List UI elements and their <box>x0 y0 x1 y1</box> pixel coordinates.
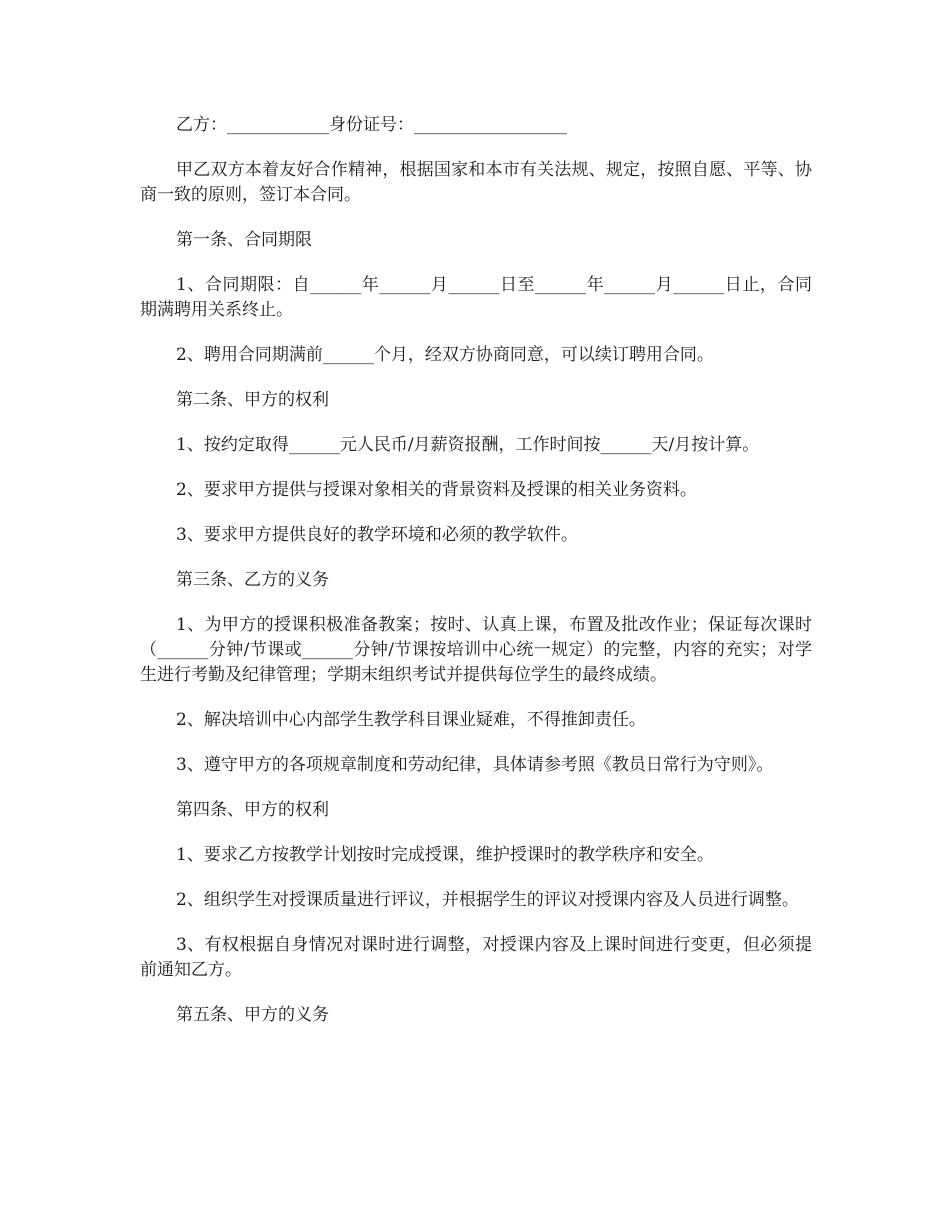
section-heading-5: 第五条、甲方的义务 <box>176 1005 329 1025</box>
clause-4-2: 2、组织学生对授课质量进行评议，并根据学生的评议对授课内容及人员进行调整。 <box>176 890 799 910</box>
clause-2-3: 3、要求甲方提供良好的教学环境和必须的教学软件。 <box>176 525 578 545</box>
preamble-paragraph: 甲乙双方本着友好合作精神，根据国家和本市有关法规、规定，按照自愿、平等、协商一致的原则，签订本合同。 <box>140 160 812 205</box>
party-b-line: 乙方：____________身份证号：__________________ <box>176 115 567 135</box>
section-heading-4: 第四条、甲方的权利 <box>176 800 329 820</box>
clause-1-1: 1、合同期限：自______年______月______日至______年______月______日止，合同期满聘用关系终止。 <box>140 275 812 320</box>
document-page <box>140 113 812 1048</box>
clause-2-1: 1、按约定取得______元人民币/月薪资报酬，工作时间按______天/月按计算。 <box>176 435 760 455</box>
clause-1-2: 2、聘用合同期满前______个月，经双方协商同意，可以续订聘用合同。 <box>176 345 714 365</box>
section-heading-2: 第二条、甲方的权利 <box>176 390 329 410</box>
clause-2-2: 2、要求甲方提供与授课对象相关的背景资料及授课的相关业务资料。 <box>176 480 697 500</box>
section-heading-3: 第三条、乙方的义务 <box>176 570 329 590</box>
clause-3-1: 1、为甲方的授课积极准备教案；按时、认真上课，布置及批改作业；保证每次课时（______分钟/节课或______分钟/节课按培训中心统一规定）的完整，内容的充实；对学生进行考勤及纪律管理；学期末组织考试并提供每位学生的最终成绩。 <box>140 615 812 685</box>
clause-3-3: 3、遵守甲方的各项规章制度和劳动纪律，具体请参考照《教员日常行为守则》。 <box>176 755 774 775</box>
clause-4-3: 3、有权根据自身情况对课时进行调整，对授课内容及上课时间进行变更，但必须提前通知乙方。 <box>140 935 812 980</box>
section-heading-1: 第一条、合同期限 <box>176 230 312 250</box>
clause-4-1: 1、要求乙方按教学计划按时完成授课，维护授课时的教学秩序和安全。 <box>176 845 714 865</box>
clause-3-2: 2、解决培训中心内部学生教学科目课业疑难，不得推卸责任。 <box>176 710 646 730</box>
